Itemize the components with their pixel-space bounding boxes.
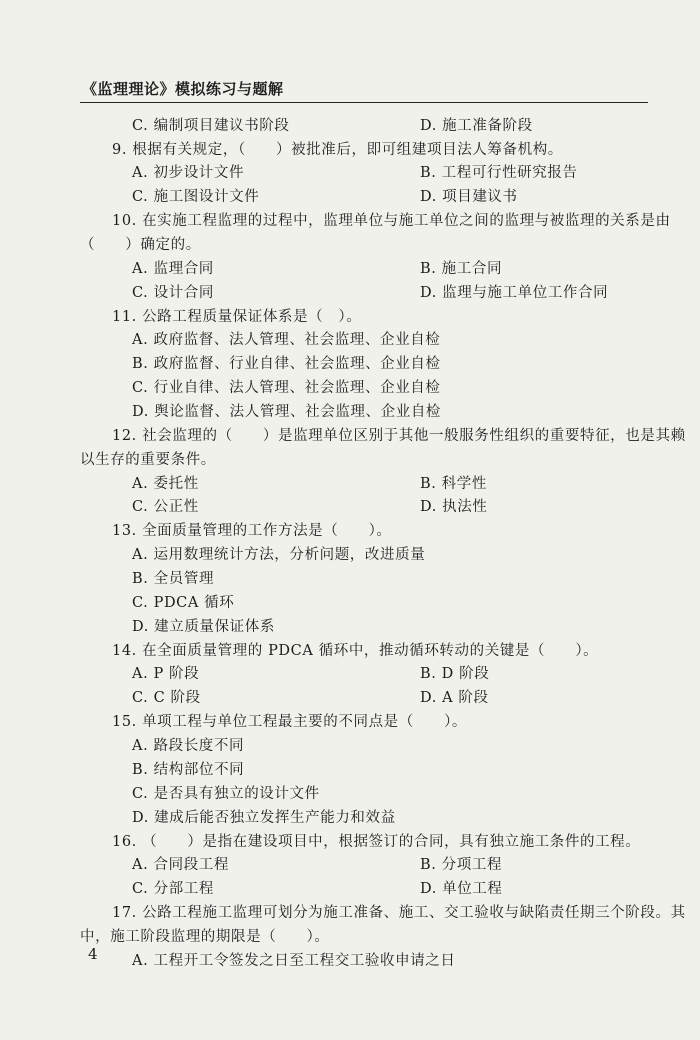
answer-option: C. C 阶段	[132, 690, 201, 706]
answer-option: A. 委托性	[132, 476, 199, 492]
question-stem: 14. 在全面质量管理的 PDCA 循环中，推动循环转动的关键是（ ）。	[112, 643, 599, 659]
answer-option: D. 项目建议书	[420, 189, 518, 205]
answer-option: A. 初步设计文件	[132, 165, 245, 181]
answer-option: A. 运用数理统计方法，分析问题，改进质量	[132, 547, 426, 563]
answer-option: B. 施工合同	[420, 261, 503, 277]
question-stem: 11. 公路工程质量保证体系是（ ）。	[112, 309, 362, 325]
answer-option: A. 路段长度不同	[132, 738, 245, 754]
answer-option: D. 建成后能否独立发挥生产能力和效益	[132, 810, 396, 826]
question-stem-continuation: （ ）确定的。	[80, 237, 201, 253]
question-stem: 15. 单项工程与单位工程最主要的不同点是（ ）。	[112, 714, 468, 730]
question-stem: 12. 社会监理的（ ）是监理单位区别于其他一般服务性组织的重要特征，也是其赖	[112, 428, 686, 444]
answer-option: D. 施工准备阶段	[420, 118, 533, 134]
answer-option: C. 施工图设计文件	[132, 189, 260, 205]
answer-option: A. 监理合同	[132, 261, 214, 277]
answer-option: D. 舆论监督、法人管理、社会监理、企业自检	[132, 404, 442, 420]
answer-option: A. 工程开工令签发之日至工程交工验收申请之日	[132, 953, 456, 969]
page-number: 4	[88, 945, 98, 963]
answer-option: A. 政府监督、法人管理、社会监理、企业自检	[132, 332, 441, 348]
answer-option: C. 分部工程	[132, 881, 214, 897]
answer-option: A. 合同段工程	[132, 857, 229, 873]
answer-option: C. 是否具有独立的设计文件	[132, 786, 320, 802]
answer-option: A. P 阶段	[132, 666, 200, 682]
answer-option: D. 监理与施工单位工作合同	[420, 285, 609, 301]
answer-option: B. 政府监督、行业自律、社会监理、企业自检	[132, 356, 441, 372]
answer-option: D. 单位工程	[420, 881, 503, 897]
question-stem-continuation: 中，施工阶段监理的期限是（ ）。	[80, 929, 330, 945]
question-stem: 9. 根据有关规定，（ ）被批准后，即可组建项目法人筹备机构。	[112, 142, 563, 158]
answer-option: B. 工程可行性研究报告	[420, 165, 578, 181]
answer-option: B. 分项工程	[420, 857, 503, 873]
answer-option: B. D 阶段	[420, 666, 490, 682]
answer-option: B. 结构部位不同	[132, 762, 245, 778]
question-stem: 10. 在实施工程监理的过程中，监理单位与施工单位之间的监理与被监理的关系是由	[112, 213, 671, 229]
running-header: 《监理理论》模拟练习与题解	[82, 80, 284, 98]
answer-option: D. 建立质量保证体系	[132, 619, 275, 635]
answer-option: C. PDCA 循环	[132, 595, 235, 611]
answer-option: C. 编制项目建议书阶段	[132, 118, 290, 134]
answer-option: D. 执法性	[420, 499, 488, 515]
answer-option: C. 行业自律、法人管理、社会监理、企业自检	[132, 380, 441, 396]
answer-option: D. A 阶段	[420, 690, 489, 706]
answer-option: B. 科学性	[420, 476, 487, 492]
header-rule	[80, 102, 648, 103]
question-stem: 17. 公路工程施工监理可划分为施工准备、施工、交工验收与缺陷责任期三个阶段。其	[112, 905, 686, 921]
question-stem-continuation: 以生存的重要条件。	[80, 452, 216, 468]
answer-option: C. 公正性	[132, 499, 199, 515]
answer-option: C. 设计合同	[132, 285, 214, 301]
answer-option: B. 全员管理	[132, 571, 215, 587]
question-stem: 13. 全面质量管理的工作方法是（ ）。	[112, 523, 392, 539]
question-stem: 16. （ ）是指在建设项目中，根据签订的合同，具有独立施工条件的工程。	[112, 834, 641, 850]
